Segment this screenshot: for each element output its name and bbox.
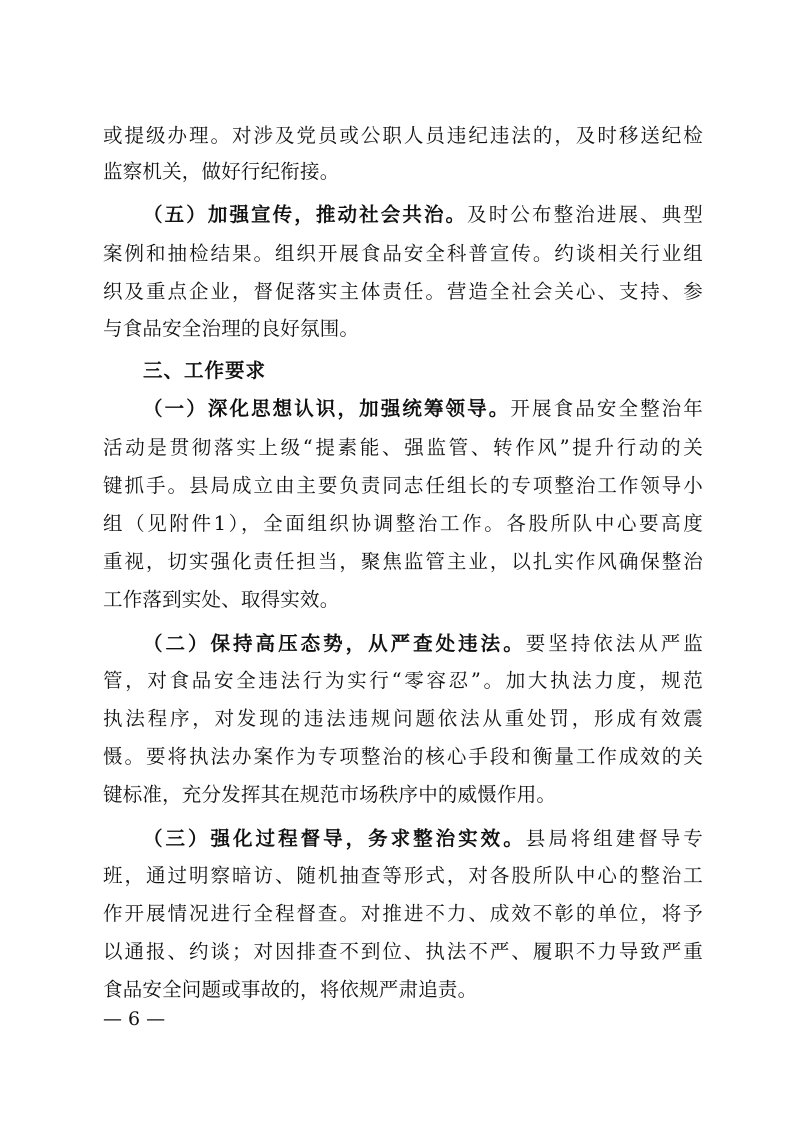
paragraph-line: 作开展情况进行全程督查。对推进不力、成效不彰的单位，将予 [103,902,703,925]
paragraph-line: 组（见附件1），全面组织协调整治工作。各股所队中心要高度 [103,512,703,535]
paragraph-first-line [143,628,703,660]
page-number: — 6 — [103,1008,166,1030]
paragraph-line: 活动是贯彻落实上级“提素能、强监管、转作风”提升行动的关 [103,436,703,459]
paragraph-line: 执法程序，对发现的违法违规问题依法从重处罚，形成有效震 [103,707,703,730]
paragraph-line: 织及重点企业，督促落实主体责任。营造全社会关心、支持、参 [103,280,703,303]
paragraph-text: 要坚持依法从严监 [525,632,703,655]
paragraph-lead-heading: （二）保持高压态势，从严查处违法。 [143,632,526,655]
paragraph-lead-heading: （一）深化思想认识，加强统筹领导。 [143,397,511,420]
paragraph-line: 以通报、约谈；对因排查不到位、执法不严、履职不力导致严重 [103,940,703,963]
paragraph-line: 食品安全问题或事故的，将依规严肃追责。 [103,978,478,1001]
paragraph-lead-heading: （三）强化过程督导，务求整治实效。 [143,827,526,850]
paragraph-text: 开展食品安全整治年 [510,397,703,420]
paragraph-line: 重视，切实强化责任担当，聚焦监管主业，以扎实作风确保整治 [103,550,703,573]
paragraph-line: 监察机关，做好行纪衔接。 [103,160,340,183]
paragraph-line: 案例和抽检结果。组织开展食品安全科普宣传。约谈相关行业组 [103,242,703,265]
paragraph-first-line [143,823,703,855]
section-heading: 三、工作要求 [143,359,267,382]
paragraph-first-line [143,199,703,231]
paragraph-line: 与食品安全治理的良好氛围。 [103,317,360,340]
paragraph-line: 慑。要将执法办案作为专项整治的核心手段和衡量工作成效的关 [103,745,703,768]
paragraph-line: 管，对食品安全违法行为实行“零容忍”。加大执法力度，规范 [103,669,703,692]
paragraph-line: 键标准，充分发挥其在规范市场秩序中的威慑作用。 [103,783,557,806]
paragraph-text: 及时公布整治进展、典型 [467,203,703,226]
paragraph-first-line [143,393,703,425]
paragraph-line: 键抓手。县局成立由主要负责同志任组长的专项整治工作领导小 [103,474,703,497]
paragraph-line: 工作落到实处、取得实效。 [103,588,340,611]
paragraph-lead-heading: （五）加强宣传，推动社会共治。 [143,203,468,226]
paragraph-line: 班，通过明察暗访、随机抽查等形式，对各股所队中心的整治工 [103,864,703,887]
paragraph-text: 县局将组建督导专 [525,827,703,850]
paragraph-line: 或提级办理。对涉及党员或公职人员违纪违法的，及时移送纪检 [103,124,703,147]
